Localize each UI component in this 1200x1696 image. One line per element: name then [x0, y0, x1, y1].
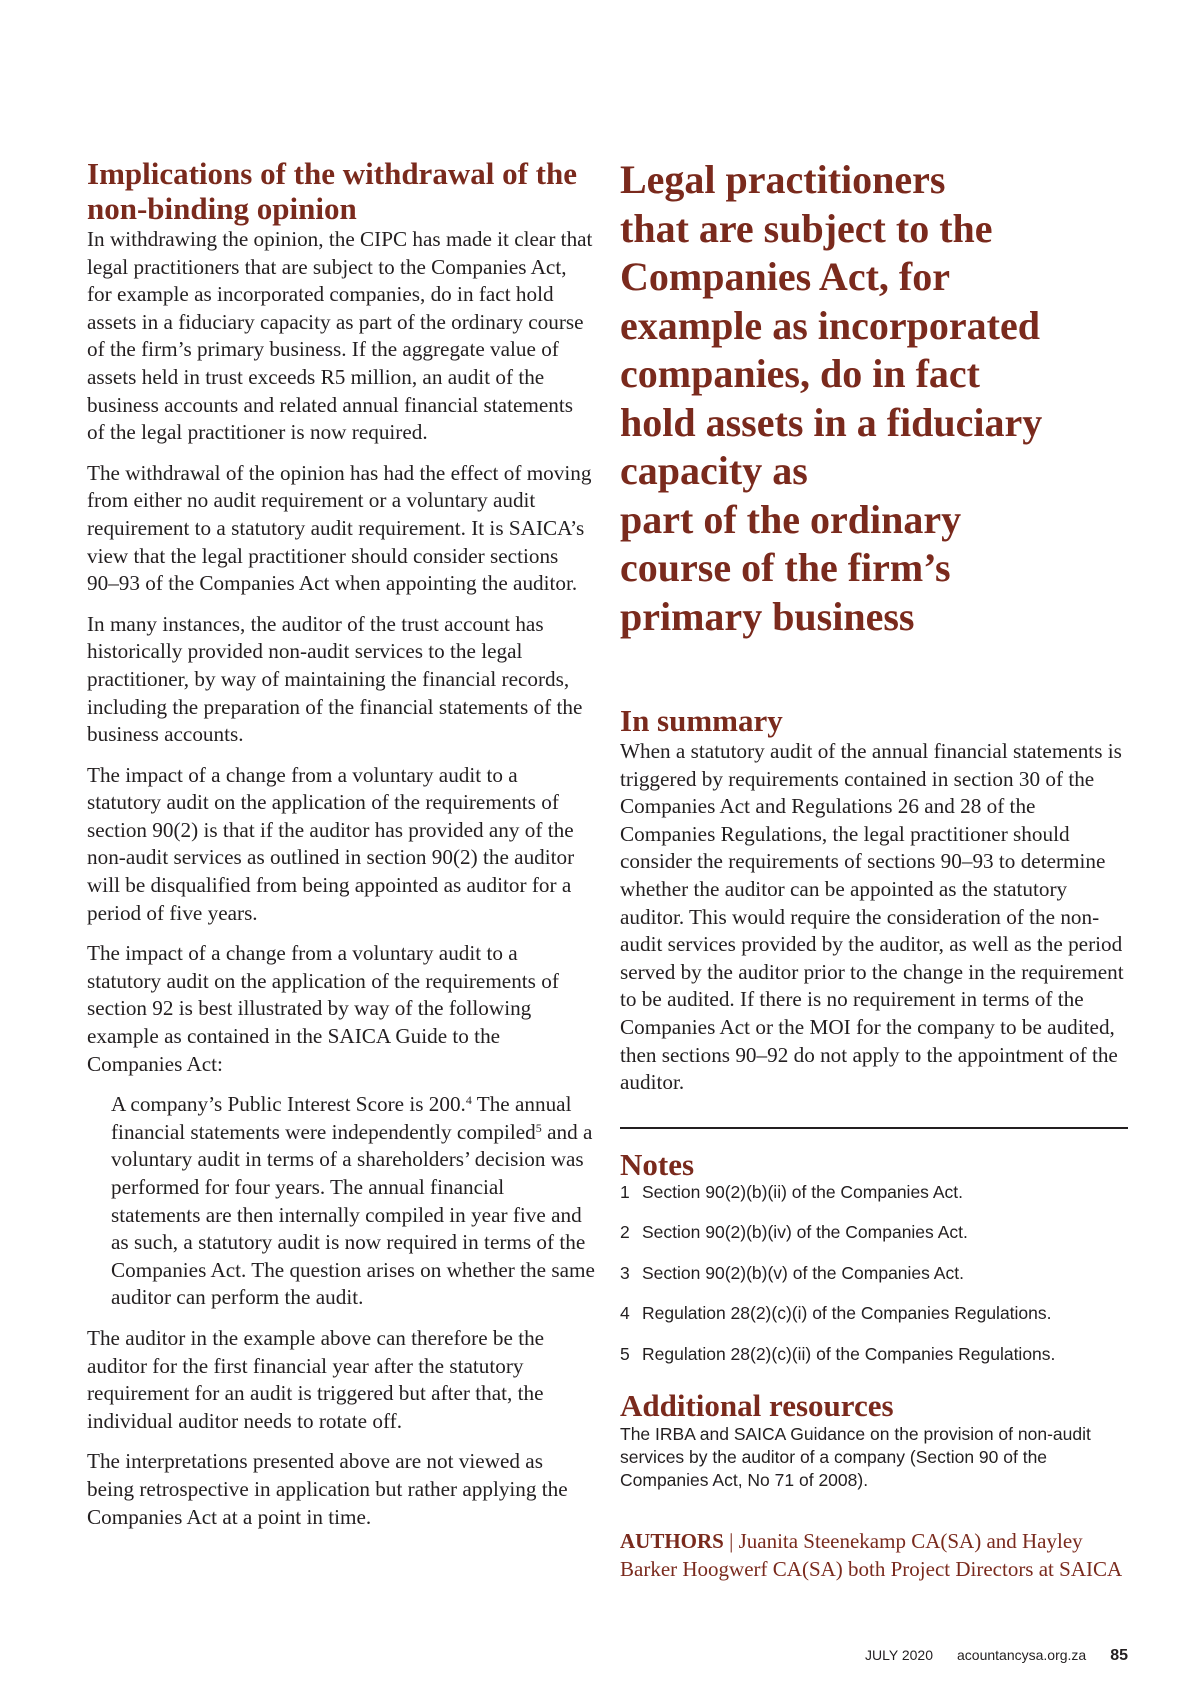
note-number: 1 [620, 1181, 630, 1202]
note-number: 2 [620, 1222, 630, 1243]
paragraph: The impact of a change from a voluntary audit to a statutory audit on the application of the requirements of section 90(2) is that if the auditor has provided any of the non-audit services as outlined in section 90(2) the auditor will be disqualified from being appointed as auditor for a period of five years. [87, 762, 575, 925]
pull-quote-line: primary business [620, 593, 915, 639]
section-heading-resources: Additional resources [620, 1388, 894, 1424]
note-text: Section 90(2)(b)(iv) of the Companies Act. [642, 1222, 968, 1243]
pull-quote-line: capacity as [620, 448, 808, 493]
section-heading-summary: In summary [620, 703, 783, 738]
example-quote [111, 1091, 595, 1312]
paragraph: The interpretations presented above are not viewed as being retrospective in application but rather applying the Companies Act at a point in time. [87, 1449, 568, 1529]
authors-credit [620, 1528, 1128, 1583]
paragraph: The impact of a change from a voluntary audit to a statutory audit on the application of the requirements of section 92 is best illustrated by way of the following example as contained in the SAICA Guide to the Companies Act: [87, 941, 559, 1076]
footnote-ref[interactable]: 5 [535, 1120, 542, 1135]
pull-quote-line: course of the firm’s [620, 545, 951, 590]
notes-list [620, 1182, 1128, 1385]
note-item [620, 1182, 1128, 1223]
note-number: 4 [620, 1303, 630, 1324]
pull-quote-line: companies, do in fact [620, 351, 980, 396]
page-footer [865, 1647, 1128, 1665]
section-heading-notes: Notes [620, 1146, 695, 1182]
left-column [87, 156, 595, 1544]
paragraph: In many instances, the auditor of the trust account has historically provided non-audit services to the legal practitioner, by way of maintaining the financial records, including the preparation of the financial statements of the business accounts. [87, 611, 583, 747]
right-column [620, 156, 1128, 1583]
footnote-ref[interactable]: 4 [465, 1093, 472, 1108]
section-heading-implications: Implications of the withdrawal of the non-binding opinion [87, 156, 577, 226]
pull-quote [620, 156, 1128, 641]
pull-quote-line: Companies Act, for [620, 254, 950, 299]
quote-text: and a voluntary audit in terms of a shareholders’ decision was performed for four years. The annual financial statements are then internally compiled in year five and as such, a statutory audit is now required in terms of the Companies Act. The question arises on whether the same auditor can perform the audit. [111, 1119, 595, 1310]
pull-quote-line: Legal practitioners [620, 157, 946, 202]
note-text: Section 90(2)(b)(ii) of the Companies Act. [642, 1181, 963, 1202]
pull-quote-line: example as incorporated [620, 302, 1040, 348]
page-number: 85 [1110, 1647, 1128, 1664]
note-text: Regulation 28(2)(c)(ii) of the Companies Regulations. [642, 1343, 1056, 1364]
paragraph: The withdrawal of the opinion has had the effect of moving from either no audit requirement or a voluntary audit requirement to a statutory audit requirement. It is SAICA’s view that the legal practitioner should consider sections 90–93 of the Companies Act when appointing the auditor. [87, 460, 592, 596]
authors-names: Juanita Steenekamp CA(SA) and Hayley Barker Hoogwerf CA(SA) both Project Directors at SAICA [620, 1529, 1123, 1581]
note-item [620, 1222, 1128, 1263]
footer-date: JULY 2020 [865, 1647, 933, 1663]
note-text: Section 90(2)(b)(v) of the Companies Act. [642, 1262, 964, 1283]
quote-text: A company’s Public Interest Score is 200. [111, 1092, 466, 1117]
authors-label: AUTHORS [620, 1529, 724, 1554]
quote-text: The annual financial statements were independently compiled [111, 1092, 572, 1144]
pull-quote-line: that are subject to the [620, 205, 993, 251]
paragraph: In withdrawing the opinion, the CIPC has made it clear that legal practitioners that are subject to the Companies Act, for example as incorporated companies, do in fact hold assets in a fiduciary capacity as part of the ordinary course of the firm’s primary business. If the aggregate value of assets held in trust exceeds R5 million, an audit of the business accounts and related annual financial statements of the legal practitioner is now required. [87, 227, 593, 445]
resources-paragraph: The IRBA and SAICA Guidance on the provision of non-audit services by the auditor of a company (Section 90 of the Companies Act, No 71 of 2008). [620, 1424, 1091, 1491]
footer-site: acountancysa.org.za [957, 1647, 1087, 1663]
pull-quote-line: part of the ordinary [620, 496, 962, 542]
summary-paragraph: When a statutory audit of the annual financial statements is triggered by requirements contained in section 30 of the Companies Act and Regulations 26 and 28 of the Companies Regulations, the legal practitioner should consider the requirements of sections 90–93 to determine whether the auditor can be appointed as the statutory auditor. This would require the consideration of the non-audit services provided by the auditor, as well as the period served by the auditor prior to the change in the requirement to be audited. If there is no requirement in terms of the Companies Act or the MOI for the company to be audited, then sections 90–92 do not apply to the appointment of the auditor. [620, 739, 1124, 1095]
note-item [620, 1344, 1128, 1385]
note-item [620, 1303, 1128, 1344]
authors-separator: | [723, 1529, 739, 1554]
note-item [620, 1263, 1128, 1304]
note-number: 3 [620, 1262, 630, 1283]
pull-quote-line: hold assets in a fiduciary [620, 399, 1043, 445]
paragraph: The auditor in the example above can therefore be the auditor for the first financial year after the statutory requirement for an audit is triggered but after that, the individual auditor needs to rotate off. [87, 1325, 545, 1433]
note-text: Regulation 28(2)(c)(i) of the Companies Regulations. [642, 1303, 1052, 1324]
note-number: 5 [620, 1343, 630, 1364]
